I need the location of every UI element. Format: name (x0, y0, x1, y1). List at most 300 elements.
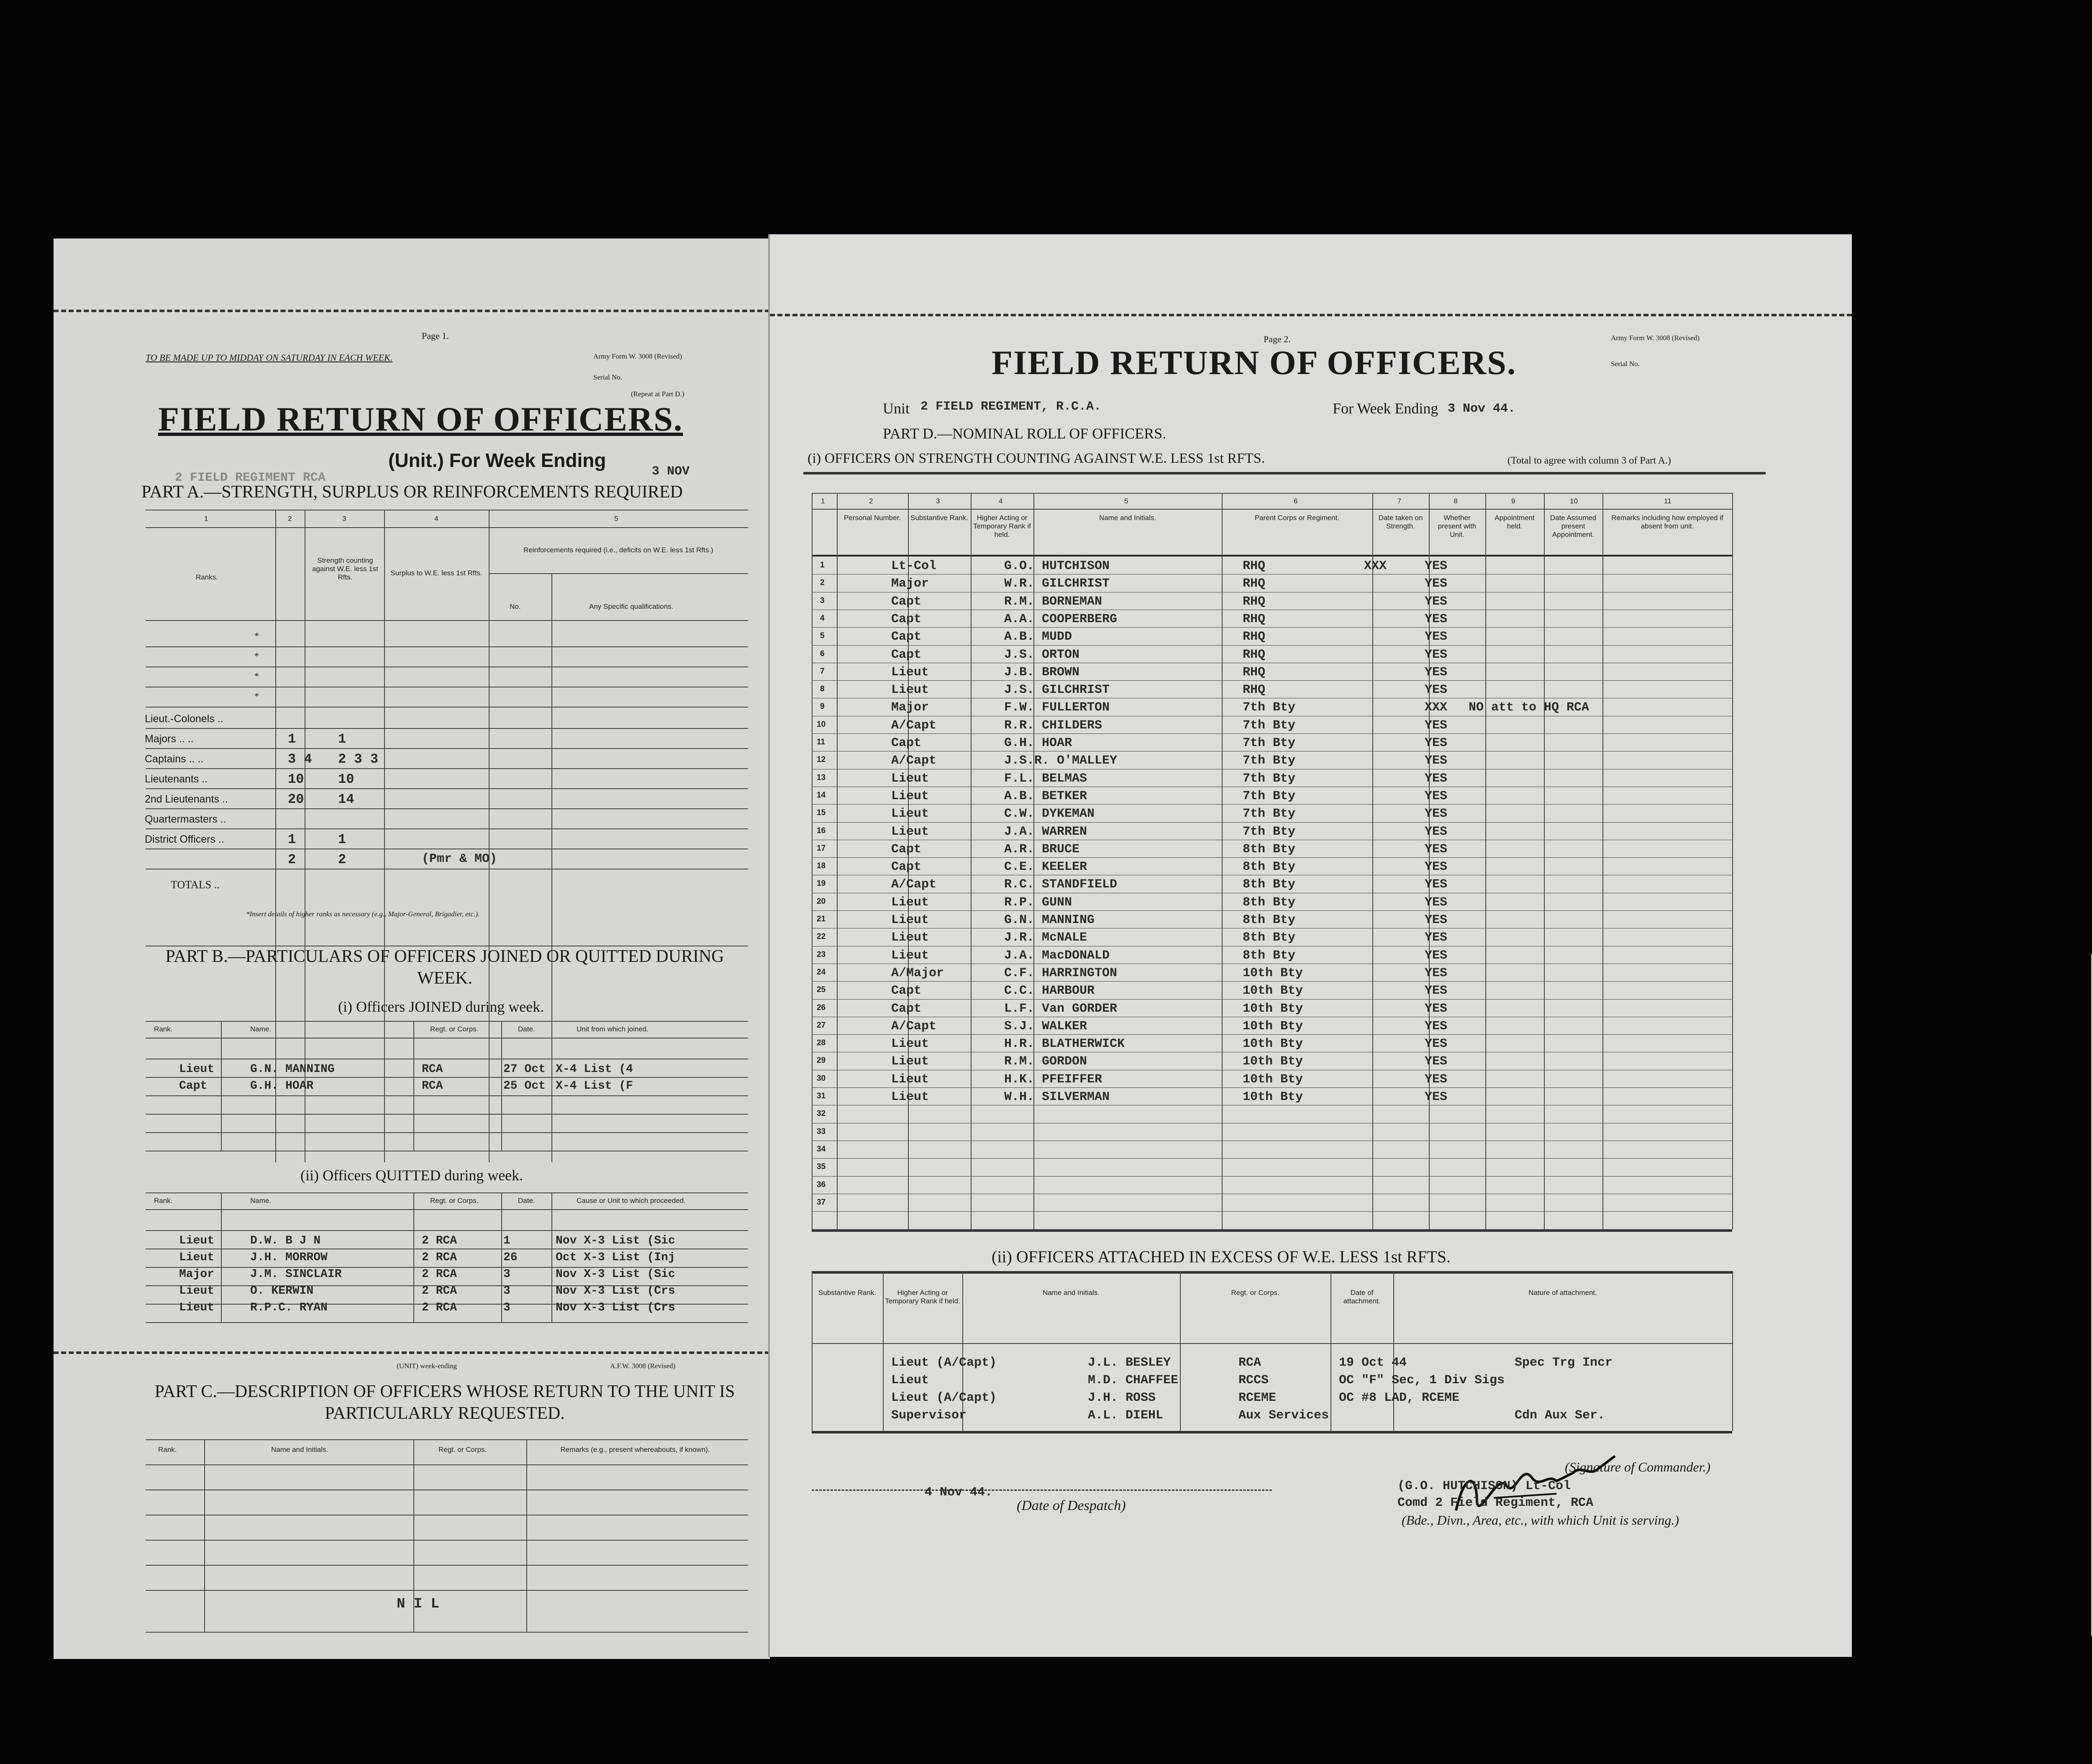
part-a-footnote: *Insert details of higher ranks as necessary (e.g., Major-General, Brigadier, etc.). (246, 910, 480, 918)
quitted-corps: 2 RCA (422, 1268, 457, 1281)
partd-col-line (971, 493, 972, 1229)
partd-present: YES (1425, 1072, 1448, 1087)
week-label: For Week Ending (1333, 400, 1438, 417)
partd-name: A.A. COOPERBERG (1004, 612, 1118, 626)
partd-present: YES (1425, 612, 1448, 626)
partd-row-number: 2 (820, 578, 825, 587)
attached-col-line (812, 1271, 813, 1431)
partd-present: YES (1425, 647, 1448, 662)
attached-col-line (1393, 1271, 1394, 1431)
partd-row-line (812, 645, 1732, 646)
partd-rank: Lieut (891, 1054, 929, 1069)
joined_headers-2: Regt. or Corps. (430, 1025, 479, 1033)
attached-name: J.H. ROSS (1088, 1391, 1156, 1405)
partd-col-number: 8 (1454, 497, 1458, 505)
col-num-1: 1 (204, 515, 208, 523)
rank-row-line (146, 788, 748, 789)
partd-row-number: 32 (817, 1109, 826, 1118)
afw-revised: A.F.W. 3008 (Revised) (610, 1362, 676, 1370)
partd-corps: 10th Bty (1243, 1037, 1303, 1051)
rank-row-line (146, 728, 748, 729)
partd-name: W.H. SILVERMAN (1004, 1090, 1110, 1104)
attached-col-header: Nature of attachment. (1528, 1289, 1597, 1297)
partd-name: C.E. KEELER (1004, 860, 1087, 874)
partd-rank: A/Capt (891, 1019, 937, 1033)
partd-present: YES (1425, 771, 1448, 786)
partd-present: YES (1425, 1019, 1448, 1033)
part-c-hdr-remarks: Remarks (e.g., present whereabouts, if known). (560, 1446, 710, 1454)
section-i-note: (Total to agree with column 3 of Part A.) (1507, 455, 1671, 466)
hdr-qual: Any Specific qualifications. (589, 603, 674, 610)
partd-present: YES (1425, 718, 1448, 733)
quitted-cause: Nov X-3 List (Sic (556, 1268, 675, 1281)
part-c-nil: N I L (397, 1596, 440, 1612)
partd-rank: Lt-Col (891, 559, 937, 573)
partd-rank: Lieut (891, 931, 929, 945)
partd-name: G.O. HUTCHISON (1004, 559, 1110, 573)
partd-row-number: 34 (817, 1144, 826, 1154)
partd-row-line (812, 822, 1732, 823)
partd-name: R.R. CHILDERS (1004, 718, 1102, 733)
partd-rank: Capt (891, 984, 922, 998)
partd-rank: Lieut (891, 948, 929, 963)
partd-col-number: 1 (821, 497, 825, 505)
quitted-cause: Nov X-3 List (Crs (556, 1301, 675, 1314)
partd-row-number: 5 (820, 631, 825, 641)
partd-col-number: 9 (1511, 497, 1515, 505)
rank-label: Majors .. .. (145, 733, 194, 745)
despatch-date: 4 Nov 44. (925, 1485, 993, 1500)
partd-name: C.C. HARBOUR (1004, 984, 1095, 998)
part-c-hdr-regt: Regt. or Corps. (438, 1446, 487, 1454)
partd-corps: 10th Bty (1243, 1090, 1303, 1104)
attached-nature: Spec Trg Incr (1515, 1356, 1613, 1370)
partd-row-number: 29 (817, 1056, 826, 1065)
partd-col-line (1732, 493, 1733, 1229)
partd-date: XXX (1364, 559, 1387, 573)
partd-row-number: 31 (817, 1092, 826, 1100)
sub-row-line (146, 1114, 748, 1115)
part-c-hdr-name: Name and Initials. (271, 1446, 328, 1454)
partd-row-number: 30 (817, 1074, 826, 1083)
rank-we-value: 1 (288, 832, 296, 847)
partd-name: J.S.R. O'MALLEY (1004, 754, 1118, 768)
page1-instruction: TO BE MADE UP TO MIDDAY ON SATURDAY IN EACH WEEK. (146, 352, 393, 363)
partd-row-line (812, 910, 1732, 911)
partd-row-line (812, 1176, 1732, 1177)
partd-row-number: 9 (820, 702, 825, 711)
partd-col-number: 3 (936, 497, 940, 505)
partd-corps: 8th Bty (1243, 877, 1296, 892)
partd-present: YES (1425, 665, 1448, 679)
attached-col-line (962, 1271, 963, 1431)
partd-row-number: 17 (817, 844, 826, 853)
quitted-corps: 2 RCA (422, 1251, 457, 1264)
attached-col-line (1732, 1271, 1733, 1431)
partd-corps: 7th Bty (1243, 824, 1296, 839)
partd-name: J.B. BROWN (1004, 665, 1080, 679)
quitted_headers-4: Cause or Unit to which proceeded. (577, 1197, 686, 1205)
partd-present: YES (1425, 1054, 1448, 1069)
partd-corps: 8th Bty (1243, 913, 1296, 927)
quitted-corps: 2 RCA (422, 1234, 457, 1247)
partd-row-number: 22 (817, 932, 826, 941)
partd-corps: 10th Bty (1243, 984, 1303, 998)
attached-date: OC "F" Sec, 1 Div Sigs (1339, 1373, 1505, 1387)
quitted-title: (ii) Officers QUITTED during week. (300, 1167, 523, 1184)
partd-rank: Lieut (891, 807, 929, 821)
partd-name: R.M. GORDON (1004, 1054, 1087, 1069)
partd-name: G.N. MANNING (1004, 913, 1095, 927)
partd-corps: 7th Bty (1243, 807, 1296, 821)
partd-corps: 8th Bty (1243, 895, 1296, 910)
rank-row-line (146, 646, 748, 647)
quitted-date: 3 (503, 1285, 510, 1297)
quitted-cause: Nov X-3 List (Crs (556, 1285, 675, 1297)
part-c-hdr-rank: Rank. (158, 1446, 177, 1454)
attached-col-header: Regt. or Corps. (1231, 1289, 1279, 1297)
partd-col-header: Whether present with Unit. (1438, 514, 1477, 538)
quitted-cause: Nov X-3 List (Sic (556, 1234, 675, 1247)
attached-col-header: Higher Acting or Temporary Rank if held. (885, 1289, 960, 1305)
partd-name: A.B. BETKER (1004, 789, 1087, 803)
attached-date: 19 Oct 44 (1339, 1356, 1407, 1370)
partd-present: XXX (1425, 700, 1448, 715)
partd-corps: RHQ (1243, 612, 1266, 626)
partd-row-number: 10 (817, 720, 826, 729)
star-marker: * (254, 651, 259, 661)
partd-present: YES (1425, 913, 1448, 927)
section-i-title: (i) OFFICERS ON STRENGTH COUNTING AGAINST W.E. LESS 1st RFTS. (808, 451, 1265, 466)
partd-col-number: 4 (999, 497, 1003, 505)
partd-col-number: 11 (1664, 497, 1672, 505)
sub-col-line (551, 1192, 552, 1322)
quitted-rank: Lieut (179, 1285, 215, 1297)
partd-present: YES (1425, 984, 1448, 998)
partd-col-number: 7 (1397, 497, 1401, 505)
partd-rank: Lieut (891, 1090, 929, 1104)
partd-row-number: 21 (817, 915, 826, 923)
joined-date: 25 Oct (503, 1079, 546, 1092)
partd-rank: Capt (891, 647, 922, 662)
partd-present: YES (1425, 966, 1448, 980)
col-num-4: 4 (434, 515, 438, 523)
attached-corps: RCEME (1238, 1391, 1277, 1405)
partd-present: YES (1425, 824, 1448, 839)
partd-rank: Lieut (891, 771, 929, 786)
attached-corps: RCA (1238, 1356, 1261, 1370)
partd-col-header: Date Assumed present Appointment. (1550, 514, 1597, 538)
partd-row-number: 15 (817, 808, 826, 818)
part-d-title: PART D.—NOMINAL ROLL OF OFFICERS. (883, 425, 1166, 442)
quitted-date: 26 (503, 1251, 518, 1264)
sub-row-line (146, 1322, 748, 1323)
partd-rank: A/Capt (891, 754, 937, 768)
partd-corps: 7th Bty (1243, 718, 1296, 733)
rank-row-line (146, 707, 748, 708)
partd-name: J.A. WARREN (1004, 824, 1087, 839)
partd-row-line (812, 1034, 1732, 1035)
page1-week-typed: 3 NOV (652, 464, 690, 479)
partd-rank: A/Major (891, 966, 944, 980)
partd-rank: Capt (891, 594, 922, 609)
joined-rank: Lieut (179, 1063, 215, 1076)
partd-present: YES (1425, 895, 1448, 910)
rank-strength-value: 2 (338, 852, 346, 867)
quitted-date: 3 (503, 1301, 510, 1314)
sub-row-line (146, 1077, 748, 1078)
partd-row-number: 6 (820, 649, 825, 658)
partd-present: YES (1425, 754, 1448, 768)
rank-label: Quartermasters .. (145, 813, 226, 825)
joined-corps: RCA (422, 1063, 443, 1076)
hdr-reinf: Reinforcements required (i.e., deficits on W.E. less 1st Rfts.) (523, 546, 713, 554)
quitted-date: 1 (503, 1234, 510, 1247)
partd-rank: Lieut (891, 1072, 929, 1087)
hdr-strength: Strength counting against W.E. less 1st Rfts. (312, 556, 378, 581)
joined-unit: X-4 List (4 (556, 1063, 633, 1076)
sub-col-line (221, 1192, 222, 1322)
signature-footer: (Bde., Divn., Area, etc., with which Unit is serving.) (1402, 1513, 1679, 1528)
partd-present: YES (1425, 948, 1448, 963)
attached-col-header: Name and Initials. (1042, 1289, 1100, 1297)
quitted-name: J.H. MORROW (250, 1251, 328, 1264)
partd-name: F.L. BELMAS (1004, 771, 1087, 786)
rank-strength-value: 1 (338, 832, 346, 847)
joined-title: (i) Officers JOINED during week. (338, 998, 544, 1015)
rank-we-value: 2 (288, 852, 296, 867)
partd-present: YES (1425, 877, 1448, 892)
partd-name: J.A. MacDONALD (1004, 948, 1110, 963)
partd-name: J.R. McNALE (1004, 931, 1087, 945)
page2-label: Page 2. (1264, 334, 1291, 344)
partd-row-number: 20 (817, 897, 826, 906)
partd-row-number: 7 (820, 667, 825, 676)
partd-row-line (812, 1087, 1732, 1088)
page1-unit-typed: 2 FIELD REGIMENT RCA (175, 471, 326, 485)
partd-row-number: 13 (817, 773, 826, 782)
partd-corps: 7th Bty (1243, 789, 1296, 803)
partd-corps: RHQ (1243, 577, 1266, 591)
unit-label: Unit (883, 400, 910, 417)
partd-col-header: Date taken on Strength. (1378, 514, 1423, 530)
page-2 (770, 234, 1852, 1657)
rank-we-value: 3 4 (288, 751, 312, 767)
partd-row-number: 1 (820, 561, 825, 569)
partd-name: S.J. WALKER (1004, 1019, 1087, 1033)
partd-present: YES (1425, 931, 1448, 945)
partd-present: YES (1425, 1037, 1448, 1051)
quitted-corps: 2 RCA (422, 1285, 457, 1297)
attached-rank: Lieut (891, 1373, 929, 1387)
partd-col-line (812, 493, 813, 1229)
partd-corps: RHQ (1243, 665, 1266, 679)
partd-present: YES (1425, 860, 1448, 874)
partd-row-line (812, 627, 1732, 628)
partd-corps: RHQ (1243, 630, 1266, 644)
partd-row-number: 11 (817, 738, 826, 746)
page1-repeat-note: (Repeat at Part D.) (631, 390, 685, 398)
partd-corps: RHQ (1243, 559, 1266, 573)
partd-col-number: 2 (869, 497, 873, 505)
partd-row-number: 3 (820, 596, 825, 605)
unit-week: (UNIT) week-ending (397, 1362, 457, 1370)
quitted-name: D.W. B J N (250, 1234, 321, 1247)
partd-rank: Lieut (891, 895, 929, 910)
partd-row-number: 14 (817, 790, 826, 800)
quitted_headers-2: Regt. or Corps. (430, 1197, 479, 1205)
partd-col-header: Appointment held. (1495, 514, 1535, 530)
partd-corps: RHQ (1243, 683, 1266, 697)
quitted-corps: 2 RCA (422, 1301, 457, 1314)
sub-row-line (146, 1230, 748, 1231)
partd-row-number: 19 (817, 879, 826, 888)
partd-rank: Capt (891, 860, 922, 874)
partd-col-header: Parent Corps or Regiment. (1254, 514, 1340, 522)
rank-label: Lieut.-Colonels .. (145, 713, 223, 725)
star-marker: * (254, 671, 259, 681)
joined-name: G.N. MANNING (250, 1063, 335, 1076)
star-marker: * (254, 691, 259, 701)
partd-name: H.R. BLATHERWICK (1004, 1037, 1125, 1051)
attached-rank: Lieut (A/Capt) (891, 1356, 997, 1370)
partd-corps: 10th Bty (1243, 1054, 1303, 1069)
partd-rank: Lieut (891, 665, 929, 679)
rank-label: District Officers .. (145, 833, 224, 845)
partd-row-number: 23 (817, 950, 826, 959)
partd-hdr-line (812, 509, 1732, 510)
rank-row-line (146, 748, 748, 749)
partd-col-header: Substantive Rank. (910, 514, 968, 522)
partd-row-line (812, 981, 1732, 982)
quitted-rank: Lieut (179, 1301, 215, 1314)
rank-label: 2nd Lieutenants .. (145, 793, 228, 805)
partd-corps: 8th Bty (1243, 842, 1296, 856)
hdr-surplus: Surplus to W.E. less 1st Rfts. (390, 569, 482, 577)
partd-rank: A/Capt (891, 718, 937, 733)
attached-corps: RCCS (1238, 1373, 1269, 1387)
partd-rank: Lieut (891, 824, 929, 839)
partd-row-number: 35 (817, 1162, 826, 1172)
sub-col-line (413, 1192, 414, 1322)
attached-nature: Cdn Aux Ser. (1515, 1408, 1605, 1423)
attached-date: OC #8 LAD, RCEME (1339, 1391, 1460, 1405)
partd-present: YES (1425, 559, 1448, 573)
quitted-rank: Lieut (179, 1234, 215, 1247)
partd-corps: 7th Bty (1243, 771, 1296, 786)
rank-note: (Pmr & MO) (422, 852, 497, 866)
rank-strength-value: 1 (338, 731, 346, 747)
page2-army-form: Army Form W. 3008 (Revised) (1611, 334, 1700, 342)
partd-row-number: 12 (817, 755, 826, 764)
partd-col-header: Higher Acting or Temporary Rank if held. (973, 514, 1031, 538)
partd-name: A.R. BRUCE (1004, 842, 1080, 856)
partd-rank: Lieut (891, 789, 929, 803)
partd-row-line (812, 857, 1732, 858)
despatch-label: (Date of Despatch) (1017, 1498, 1126, 1513)
rank-strength-value: 10 (338, 772, 354, 787)
partd-row-line (812, 733, 1732, 734)
partd-col-line (1222, 493, 1223, 1229)
partd-name: R.P. GUNN (1004, 895, 1072, 910)
partd-row-line (812, 999, 1732, 1000)
partd-name: C.F. HARRINGTON (1004, 966, 1118, 980)
page1-army-form: Army Form W. 3008 (Revised) (593, 352, 682, 360)
partd-present: YES (1425, 630, 1448, 644)
sub-row-line (146, 1132, 748, 1133)
joined-name: G.H. HOAR (250, 1079, 314, 1092)
partd-present: YES (1425, 807, 1448, 821)
sub-col-line (551, 1021, 552, 1151)
page-1 (54, 238, 770, 1659)
partd-corps: RHQ (1243, 594, 1266, 609)
partd-name: G.H. HOAR (1004, 736, 1072, 750)
partd-name: A.B. MUDD (1004, 630, 1072, 644)
joined-unit: X-4 List (F (556, 1079, 633, 1092)
attached-name: J.L. BESLEY (1088, 1356, 1171, 1370)
page1-label: Page 1. (422, 331, 449, 341)
partd-name: R.C. STANDFIELD (1004, 877, 1118, 892)
partd-col-number: 10 (1570, 497, 1578, 505)
partd-corps: 7th Bty (1243, 700, 1296, 715)
quitted_headers-0: Rank. (154, 1197, 173, 1205)
partd-rank: Major (891, 700, 929, 715)
rank-label: Captains .. .. (145, 753, 204, 765)
joined-rank: Capt (179, 1079, 208, 1092)
col-num-5: 5 (614, 515, 618, 523)
hdr-ranks: Ranks. (196, 573, 218, 581)
partd-col-header: Personal Number. (843, 514, 901, 522)
partd-name: F.W. FULLERTON (1004, 700, 1110, 715)
partd-rank: Capt (891, 612, 922, 626)
rank-strength-value: 2 3 3 (338, 751, 379, 767)
partd-col-line (1372, 493, 1373, 1229)
partd-name: R.M. BORNEMAN (1004, 594, 1102, 609)
partd-row-number: 25 (817, 985, 826, 995)
partd-present: YES (1425, 842, 1448, 856)
partd-rank: Capt (891, 736, 922, 750)
partd-col-header: Remarks including how employed if absent from unit. (1611, 514, 1723, 530)
sub-col-line (221, 1021, 222, 1151)
rank-row-line (146, 768, 748, 769)
partd-rank: Lieut (891, 1037, 929, 1051)
joined-date: 27 Oct (503, 1063, 546, 1076)
rank-we-value: 1 (288, 731, 296, 747)
attached-col-line (1180, 1271, 1181, 1431)
page1-serial-no: Serial No. (593, 373, 622, 381)
partd-row-number: 24 (817, 967, 826, 977)
star-marker: * (254, 631, 259, 641)
partd-row-number: 37 (817, 1197, 826, 1207)
signature-name: (G.O. HUTCHISON) Lt-Col (1397, 1479, 1571, 1493)
totals-label: TOTALS .. (171, 879, 220, 891)
col-num-2: 2 (288, 515, 292, 523)
page2-title: FIELD RETURN OF OFFICERS. (992, 344, 1517, 382)
partd-row-number: 8 (820, 685, 825, 694)
joined_headers-1: Name. (250, 1025, 272, 1033)
attached-col-header: Substantive Rank. (818, 1289, 876, 1297)
quitted-rank: Major (179, 1268, 215, 1281)
partd-col-number: 5 (1124, 497, 1128, 505)
rank-we-value: 20 (288, 792, 304, 807)
partd-row-number: 4 (820, 613, 825, 623)
partd-row-line (812, 1158, 1732, 1159)
section-ii-title: (ii) OFFICERS ATTACHED IN EXCESS OF W.E. LESS 1st RFTS. (992, 1247, 1451, 1266)
partd-corps: 7th Bty (1243, 754, 1296, 768)
rank-row-line (146, 808, 748, 809)
partd-rank: Lieut (891, 683, 929, 697)
part-c-title: PART C.—DESCRIPTION OF OFFICERS WHOSE RETURN TO THE UNIT IS PARTICULARLY REQUESTED. (154, 1382, 735, 1423)
